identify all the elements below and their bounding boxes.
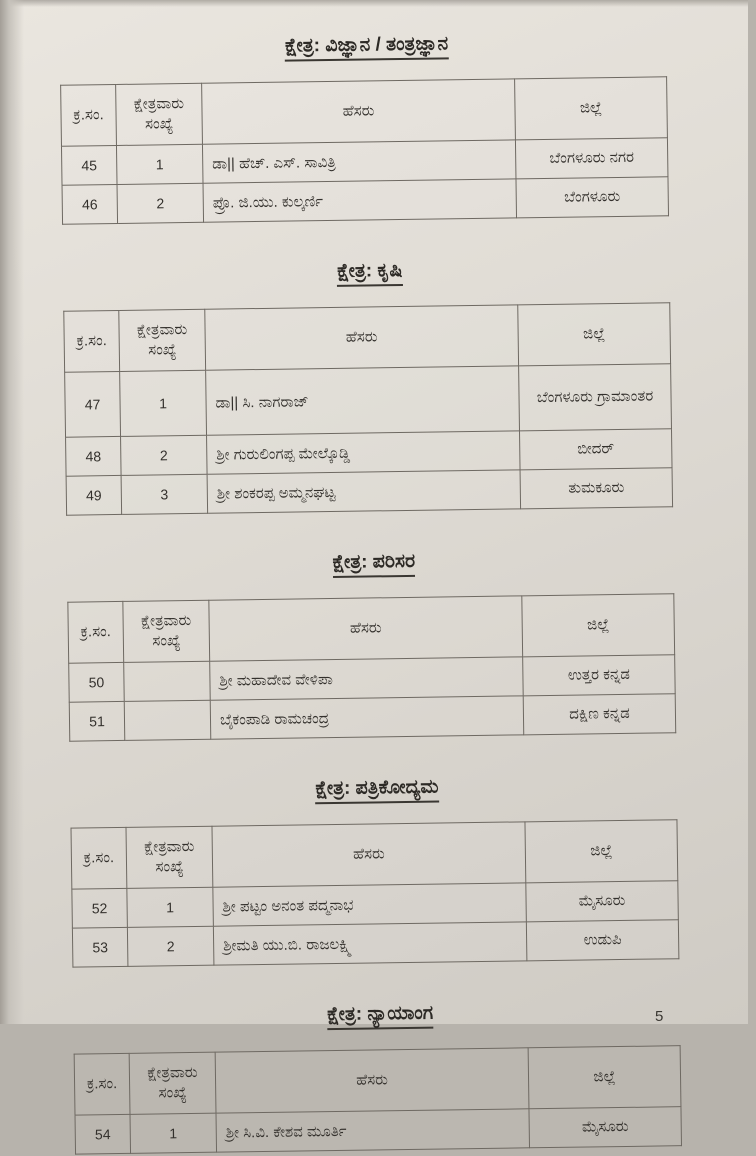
table-row xyxy=(72,920,678,967)
sl-no-header: ಕ್ರ.ಸಂ. xyxy=(64,310,120,372)
sl-no-header: ಕ್ರ.ಸಂ. xyxy=(71,827,127,889)
sl-no-cell: 47 xyxy=(65,371,121,437)
sl-no-header: ಕ್ರ.ಸಂ. xyxy=(74,1053,130,1115)
district-cell: ಉತ್ತರ ಕನ್ನಡ xyxy=(523,655,676,696)
awards-table xyxy=(63,302,673,515)
name-cell: ಶ್ರೀ ಪಟ್ಟಂ ಅನಂತ ಪದ್ಮನಾಭ xyxy=(213,883,527,926)
awards-table xyxy=(70,819,679,967)
name-header: ಹೆಸರು xyxy=(212,822,526,887)
district-cell: ಬೆಂಗಳೂರು xyxy=(516,177,669,218)
header-row xyxy=(68,594,675,663)
sl-no-cell: 54 xyxy=(75,1114,131,1154)
section-title: ಕ್ಷೇತ್ರ: ನ್ಯಾಯಾಂಗ xyxy=(6,998,754,1034)
district-cell: ಬೆಂಗಳೂರು ನಗರ xyxy=(515,138,668,179)
name-header: ಹೆಸರು xyxy=(202,79,516,144)
awards-table xyxy=(60,76,669,224)
district-header: ಜಿಲ್ಲೆ xyxy=(525,820,678,883)
name-cell: ಶ್ರೀಮತಿ ಯು.ಬಿ. ರಾಜಲಕ್ಷ್ಮಿ xyxy=(213,922,527,965)
district-header: ಜಿಲ್ಲೆ xyxy=(528,1046,681,1109)
sl-no-cell: 46 xyxy=(62,184,118,224)
section-science-technology xyxy=(0,29,743,225)
sl-no-cell: 48 xyxy=(66,436,122,476)
section-title: ಕ್ಷೇತ್ರ: ಕೃಷಿ xyxy=(0,255,744,291)
fieldwise-number-cell: 2 xyxy=(121,435,208,475)
table-row xyxy=(69,694,675,741)
fieldwise-number-cell: 1 xyxy=(127,887,214,927)
section-journalism xyxy=(3,772,754,968)
awards-table xyxy=(67,593,676,741)
name-header: ಹೆಸರು xyxy=(209,596,523,661)
fieldwise-number-cell: 3 xyxy=(121,474,208,514)
name-cell: ಬೈಕಂಪಾಡಿ ರಾಮಚಂದ್ರ xyxy=(210,696,524,739)
header-row xyxy=(74,1046,681,1115)
table-row xyxy=(65,364,672,437)
sl-no-cell: 45 xyxy=(61,145,117,185)
fieldwise-number-header: ಕ್ಷೇತ್ರವಾರು ಸಂಖ್ಯೆ xyxy=(116,83,203,145)
name-cell: ಡಾ|| ಸಿ. ನಾಗರಾಜ್ xyxy=(206,366,520,435)
district-cell: ಮೈಸೂರು xyxy=(529,1107,682,1148)
sl-no-cell: 49 xyxy=(66,475,122,515)
sl-no-cell: 51 xyxy=(69,701,125,741)
sl-no-header: ಕ್ರ.ಸಂ. xyxy=(61,84,117,146)
section-environment xyxy=(0,546,750,742)
header-row xyxy=(61,77,668,146)
district-cell: ತುಮಕೂರು xyxy=(520,468,673,509)
section-title: ಕ್ಷೇತ್ರ: ಪರಿಸರ xyxy=(0,546,748,582)
sl-no-header: ಕ್ರ.ಸಂ. xyxy=(68,601,124,663)
district-cell: ಬೆಂಗಳೂರು ಗ್ರಾಮಾಂತರ xyxy=(519,364,672,431)
name-cell: ಶ್ರೀ ಸಿ.ವಿ. ಕೇಶವ ಮೂರ್ತಿ xyxy=(216,1109,530,1152)
district-cell: ಉಡುಪಿ xyxy=(526,920,679,961)
awards-table xyxy=(74,1045,682,1154)
section-title: ಕ್ಷೇತ್ರ: ಪತ್ರಿಕೋದ್ಯಮ xyxy=(3,772,751,808)
district-cell: ದಕ್ಷಿಣ ಕನ್ನಡ xyxy=(523,694,676,735)
district-cell: ಬೀದರ್ xyxy=(519,429,672,470)
name-cell: ಶ್ರೀ ಶಂಕರಪ್ಪ ಅಮ್ಮನಘಟ್ಟ xyxy=(207,470,521,513)
table-row xyxy=(75,1107,681,1154)
district-cell: ಮೈಸೂರು xyxy=(526,881,679,922)
table-row xyxy=(62,177,668,224)
section-judiciary xyxy=(6,998,756,1155)
table-row xyxy=(66,468,672,515)
section-title: ಕ್ಷೇತ್ರ: ವಿಜ್ಞಾನ / ತಂತ್ರಜ್ಞಾನ xyxy=(0,29,741,65)
sl-no-cell: 52 xyxy=(72,888,128,928)
fieldwise-number-cell: 1 xyxy=(116,144,203,184)
district-header: ಜಿಲ್ಲೆ xyxy=(518,303,671,366)
header-row xyxy=(64,303,671,372)
fieldwise-number-cell xyxy=(124,661,211,701)
fieldwise-number-cell: 2 xyxy=(117,183,204,223)
fieldwise-number-header: ಕ್ಷೇತ್ರವಾರು ಸಂಖ್ಯೆ xyxy=(126,826,213,888)
fieldwise-number-cell: 1 xyxy=(120,370,207,436)
name-header: ಹೆಸರು xyxy=(205,305,519,370)
fieldwise-number-cell: 2 xyxy=(127,926,214,966)
district-header: ಜಿಲ್ಲೆ xyxy=(515,77,668,140)
page-number: 5 xyxy=(655,1008,664,1025)
section-agriculture xyxy=(0,255,747,516)
name-cell: ಡಾ|| ಹೆಚ್. ಎಸ್. ಸಾವಿತ್ರಿ xyxy=(202,140,516,183)
header-row xyxy=(71,820,678,889)
name-cell: ಶ್ರೀ ಗುರುಲಿಂಗಪ್ಪ ಮೇಲ್ಕೊಡ್ಡಿ xyxy=(207,431,521,474)
fieldwise-number-header: ಕ್ಷೇತ್ರವಾರು ಸಂಖ್ಯೆ xyxy=(119,309,206,371)
sl-no-cell: 50 xyxy=(69,662,125,702)
fieldwise-number-cell: 1 xyxy=(130,1113,217,1153)
fieldwise-number-cell xyxy=(124,700,211,740)
fieldwise-number-header: ಕ್ಷೇತ್ರವಾರು ಸಂಖ್ಯೆ xyxy=(123,600,210,662)
sl-no-cell: 53 xyxy=(72,927,128,967)
name-cell: ಶ್ರೀ ಮಹಾದೇವ ವೇಳಿಪಾ xyxy=(210,657,524,700)
district-header: ಜಿಲ್ಲೆ xyxy=(522,594,675,657)
name-cell: ಪ್ರೊ. ಜಿ.ಯು. ಕುಲ್ಕರ್ಣಿ xyxy=(203,179,517,222)
name-header: ಹೆಸರು xyxy=(215,1048,529,1113)
fieldwise-number-header: ಕ್ಷೇತ್ರವಾರು ಸಂಖ್ಯೆ xyxy=(129,1052,216,1114)
